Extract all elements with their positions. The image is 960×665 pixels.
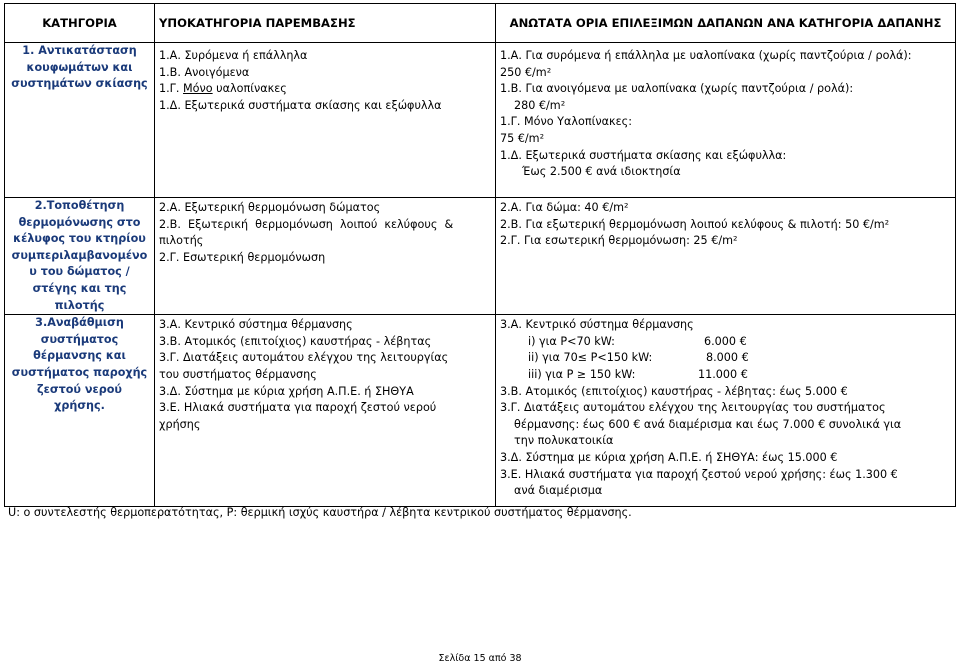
limits-cell bbox=[496, 43, 956, 198]
limit-item: 2.Γ. Για εσωτερική θερμομόνωση: 25 €/m² bbox=[500, 234, 738, 248]
limit-item: 1.Δ. Εξωτερικά συστήματα σκίασης και εξώφυλλα: bbox=[500, 148, 787, 162]
category-line: υ του δώματος / bbox=[29, 265, 130, 279]
limit-tier bbox=[500, 334, 951, 351]
limit-item: θέρμανσης: έως 600 € ανά διαμέρισμα και έως 7.000 € συνολικά για bbox=[514, 417, 902, 431]
limit-item: 3.Δ. Σύστημα με κύρια χρήση Α.Π.Ε. ή ΣΗΘΥΑ: έως 15.000 € bbox=[500, 450, 838, 464]
sub-item: πιλοτής bbox=[159, 234, 204, 248]
limit-item: 1.Γ. Μόνο Υαλοπίνακες: bbox=[500, 115, 632, 129]
limit-item: 3.Γ. Διατάξεις αυτομάτου ελέγχου της λειτουργίας του συστήματος bbox=[500, 401, 886, 415]
category-line: στέγης και της bbox=[32, 281, 127, 295]
subcategory-cell bbox=[155, 198, 496, 315]
sub-item: 3.Δ. Σύστημα με κύρια χρήση Α.Π.Ε. ή ΣΗΘΥΑ bbox=[159, 384, 414, 398]
limit-value: 280 €/m² bbox=[514, 98, 566, 112]
limit-item: ανά διαμέρισμα bbox=[514, 484, 603, 498]
limit-tier bbox=[500, 367, 951, 384]
category-line: συμπεριλαμβανομένο bbox=[11, 248, 148, 262]
limit-item: την πολυκατοικία bbox=[514, 434, 614, 448]
sub-item-suffix: υαλοπίνακες bbox=[212, 82, 287, 96]
category-line: 3.Αναβάθμιση bbox=[35, 316, 124, 330]
sub-item: 3.Γ. Διατάξεις αυτομάτου ελέγχου της λειτουργίας bbox=[159, 351, 449, 365]
sub-item: 3.Ε. Ηλιακά συστήματα για παροχή ζεστού νερού bbox=[159, 401, 437, 415]
expense-limits-table bbox=[4, 3, 956, 507]
category-cell bbox=[5, 43, 155, 198]
limit-value: 250 €/m² bbox=[500, 65, 552, 79]
limit-item: 1.Α. Για συρόμενα ή επάλληλα με υαλοπίνακα (χωρίς παντζούρια / ρολά): bbox=[500, 49, 912, 62]
category-line: συστημάτων σκίασης bbox=[11, 77, 148, 91]
subcategory-cell bbox=[155, 43, 496, 198]
tier-value: 8.000 € bbox=[706, 351, 749, 365]
limit-item: 2.Β. Για εξωτερική θερμομόνωση λοιπού κελύφους & πιλοτή: 50 €/m² bbox=[500, 217, 890, 231]
category-line: χρήσης. bbox=[54, 399, 105, 413]
header-limits: ΑΝΩΤΑΤΑ ΟΡΙΑ ΕΠΙΛΕΞΙΜΩΝ ΔΑΠΑΝΩΝ ΑΝΑ ΚΑΤΗΓΟΡΙΑ ΔΑΠΑΝΗΣ bbox=[496, 4, 956, 43]
tier-label: iii) για P ≥ 150 kW: bbox=[528, 367, 636, 381]
subcategory-cell bbox=[155, 315, 496, 507]
limit-item: 1.Β. Για ανοιγόμενα με υαλοπίνακα (χωρίς παντζούρια / ρολά): bbox=[500, 82, 854, 96]
sub-item-underlined: Μόνο bbox=[183, 82, 213, 96]
footnote: U: ο συντελεστής θερμοπερατότητας, P: θερμική ισχύς καυστήρα / λέβητα κεντρικού συστήματος θέρμανσης. bbox=[8, 506, 632, 519]
tier-label: ii) για 70≤ P<150 kW: bbox=[528, 351, 653, 365]
header-subcategory: ΥΠΟΚΑΤΗΓΟΡΙΑ ΠΑΡΕΜΒΑΣΗΣ bbox=[155, 4, 496, 43]
tier-value: 11.000 € bbox=[698, 367, 748, 381]
sub-item: 3.Β. Ατομικός (επιτοίχιος) καυστήρας - λέβητας bbox=[159, 334, 432, 348]
category-line: ζεστού νερού bbox=[37, 382, 122, 396]
category-line: θερμομόνωσης στο bbox=[18, 215, 141, 229]
limit-value: 75 €/m² bbox=[500, 131, 545, 145]
sub-item: 1.Α. Συρόμενα ή επάλληλα bbox=[159, 49, 308, 62]
sub-item bbox=[159, 81, 491, 98]
category-line: 2.Τοποθέτηση bbox=[34, 199, 125, 212]
table-row bbox=[5, 315, 956, 507]
table-row bbox=[5, 43, 956, 198]
sub-item: 2.Β. Εξωτερική θερμομόνωση λοιπού κελύφους & bbox=[159, 217, 454, 231]
category-cell bbox=[5, 198, 155, 315]
limit-item: 3.Α. Κεντρικό σύστημα θέρμανσης bbox=[500, 318, 694, 332]
limits-cell bbox=[496, 315, 956, 507]
limit-item: 3.Ε. Ηλιακά συστήματα για παροχή ζεστού νερού χρήσης: έως 1.300 € bbox=[500, 467, 898, 481]
category-line: κέλυφος του κτηρίου bbox=[13, 232, 146, 246]
sub-item-prefix: 1.Γ. bbox=[159, 82, 184, 96]
category-line: συστήματος παροχής bbox=[11, 365, 148, 379]
header-category: ΚΑΤΗΓΟΡΙΑ bbox=[5, 4, 155, 43]
sub-item: 1.Β. Ανοιγόμενα bbox=[159, 65, 250, 79]
sub-item: 2.Α. Εξωτερική θερμομόνωση δώματος bbox=[159, 201, 381, 214]
category-line: πιλοτής bbox=[54, 298, 105, 312]
category-line: 1. Αντικατάσταση bbox=[22, 44, 137, 57]
limit-tier bbox=[500, 350, 951, 367]
tier-label: i) για P<70 kW: bbox=[528, 334, 615, 348]
sub-item: 3.Α. Κεντρικό σύστημα θέρμανσης bbox=[159, 318, 353, 332]
sub-item: χρήσης bbox=[159, 417, 201, 431]
category-cell bbox=[5, 315, 155, 507]
limits-cell bbox=[496, 198, 956, 315]
limit-value: Έως 2.500 € ανά ιδιοκτησία bbox=[522, 165, 681, 179]
sub-item: 2.Γ. Εσωτερική θερμομόνωση bbox=[159, 250, 326, 264]
category-line: συστήματος bbox=[40, 332, 119, 346]
limit-item: 2.Α. Για δώμα: 40 €/m² bbox=[500, 201, 629, 214]
category-line: κουφωμάτων και bbox=[26, 60, 133, 74]
limit-item: 3.Β. Ατομικός (επιτοίχιος) καυστήρας - λέβητας: έως 5.000 € bbox=[500, 384, 848, 398]
sub-item: 1.Δ. Εξωτερικά συστήματα σκίασης και εξώφυλλα bbox=[159, 98, 442, 112]
table-header-row bbox=[5, 4, 956, 43]
sub-item: του συστήματος θέρμανσης bbox=[159, 367, 317, 381]
table-row bbox=[5, 198, 956, 315]
page-number: Σελίδα 15 από 38 bbox=[438, 653, 522, 664]
tier-value: 6.000 € bbox=[704, 334, 747, 348]
category-line: θέρμανσης και bbox=[33, 349, 126, 363]
